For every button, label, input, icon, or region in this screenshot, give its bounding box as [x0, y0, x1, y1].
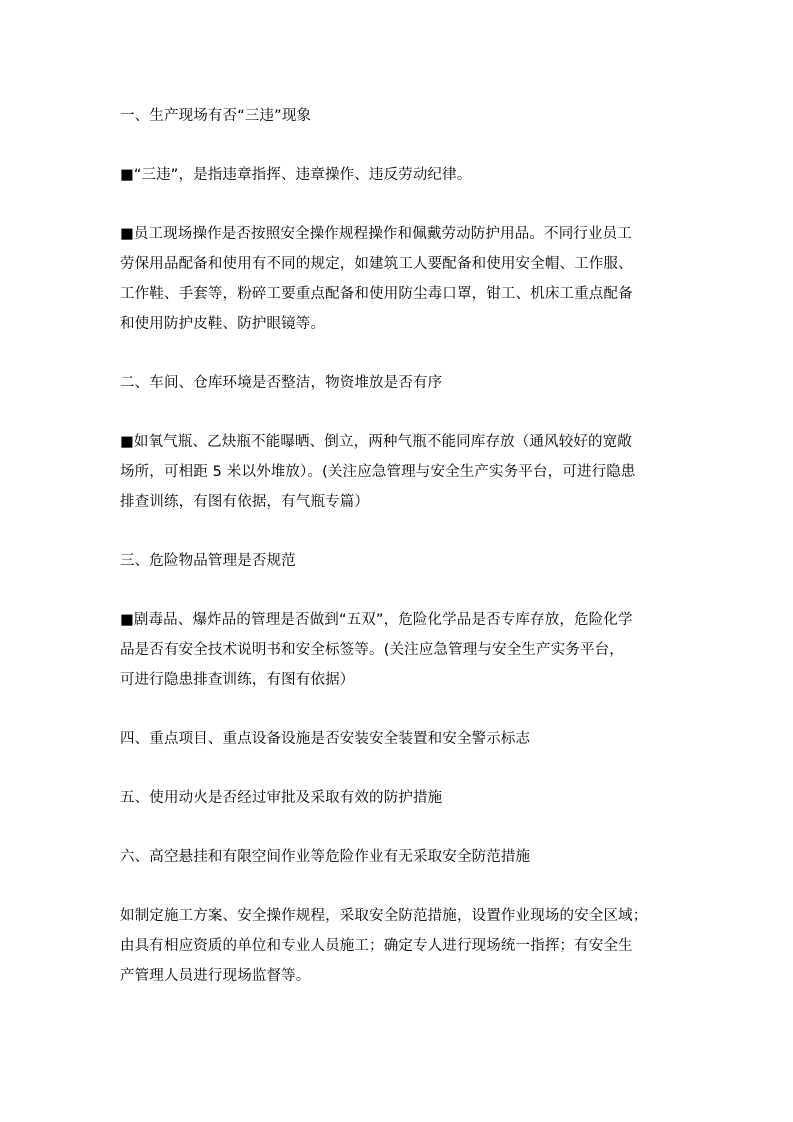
- paragraph-high-risk-work-line: 由具有相应资质的单位和专业人员施工；确定专人进行现场统一指挥；有安全生: [120, 938, 633, 954]
- heading-section-6: 六、高空悬挂和有限空间作业等危险作业有无采取安全防范措施: [120, 849, 531, 865]
- heading-section-5: 五、使用动火是否经过审批及采取有效的防护措施: [120, 790, 443, 806]
- paragraph-three-violations: ■“三违”，是指违章指挥、违章操作、违反劳动纪律。: [120, 167, 472, 183]
- paragraph-gas-cylinders-line: ■如氧气瓶、乙炔瓶不能曝晒、倒立，两种气瓶不能同库存放（通风较好的宽敞: [120, 434, 632, 450]
- paragraph-high-risk-work-line: 如制定施工方案、安全操作规程，采取安全防范措施，设置作业现场的安全区域；: [120, 908, 648, 924]
- heading-section-4: 四、重点项目、重点设备设施是否安装安全装置和安全警示标志: [120, 731, 531, 747]
- paragraph-ppe-line: 劳保用品配备和使用有不同的规定，如建筑工人要配备和使用安全帽、工作服、: [120, 256, 633, 272]
- paragraph-ppe-line: ■员工现场操作是否按照安全操作规程操作和佩戴劳动防护用品。不同行业员工: [120, 226, 632, 242]
- paragraph-ppe-line: 工作鞋、手套等，粉碎工要重点配备和使用防尘毒口罩，钳工、机床工重点配备: [120, 286, 633, 302]
- paragraph-ppe-line: 和使用防护皮鞋、防护眼镜等。: [120, 316, 326, 332]
- heading-section-2: 二、车间、仓库环境是否整洁，物资堆放是否有序: [120, 375, 443, 391]
- paragraph-hazardous-goods-line: 可进行隐患排查训练，有图有依据）: [120, 672, 355, 688]
- paragraph-hazardous-goods-line: ■剧毒品、爆炸品的管理是否做到“五双”，危险化学品是否专库存放，危险化学: [120, 612, 633, 628]
- paragraph-gas-cylinders-line: 排查训练，有图有依据，有气瓶专篇）: [120, 494, 370, 510]
- heading-section-3: 三、危险物品管理是否规范: [120, 553, 296, 569]
- heading-section-1: 一、生产现场有否“三违”现象: [120, 108, 312, 124]
- paragraph-gas-cylinders-line: 场所，可相距 5 米以外堆放）。(关注应急管理与安全生产实务平台，可进行隐患: [120, 464, 636, 480]
- paragraph-high-risk-work-line: 产管理人员进行现场监督等。: [120, 968, 311, 984]
- paragraph-hazardous-goods-line: 品是否有安全技术说明书和安全标签等。(关注应急管理与安全生产实务平台，: [120, 642, 624, 658]
